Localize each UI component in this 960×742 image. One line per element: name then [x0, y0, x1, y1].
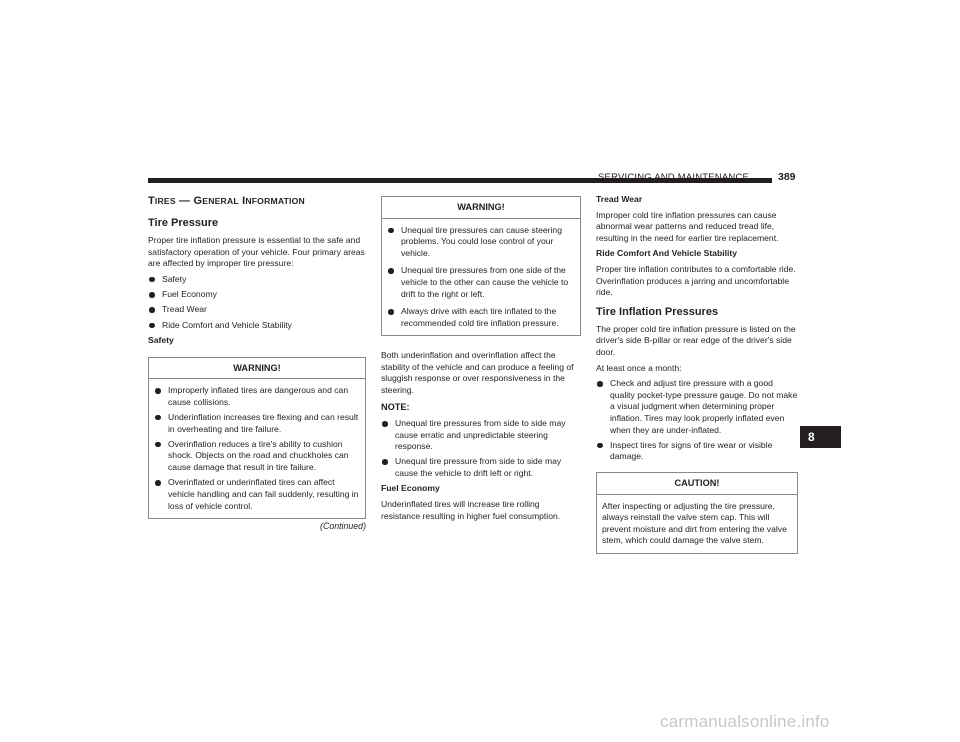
caution-title: CAUTION!	[597, 473, 797, 495]
list-item: Overinflation reduces a tire's ability to cushion shock. Objects on the road and chuckholes can cause damage that result in tire failure.	[154, 439, 360, 474]
fuel-economy-label: Fuel Economy	[381, 483, 440, 494]
continued-label: (Continued)	[320, 520, 366, 531]
tread-wear-label: Tread Wear	[596, 194, 643, 204]
inflation-pressures-heading: Tire Inflation Pressures	[596, 305, 719, 318]
bullet-icon	[155, 388, 161, 394]
bullet-icon	[388, 268, 394, 274]
list-item: Safety	[148, 274, 366, 286]
bullet-icon	[149, 277, 155, 283]
note-label: NOTE:	[381, 402, 410, 413]
page-number: 389	[778, 171, 796, 183]
list-item: Underinflation increases tire flexing and can result in overheating and tire failure.	[154, 412, 360, 435]
ride-comfort-label: Ride Comfort And Vehicle Stability	[596, 248, 738, 259]
ride-comfort-text: Proper tire inflation contributes to a comfortable ride. Overinflation produces a jarring and uncomfortable ride.	[596, 263, 796, 298]
list-item: Unequal tire pressures from side to side may cause erratic and unpredictable steering response.	[381, 418, 581, 453]
tire-pressure-intro: Proper tire inflation pressure is essential to the safe and satisfactory operation of your vehicle. Four primary areas are affected by improper tire pressure:	[148, 235, 365, 269]
bullet-icon	[149, 323, 155, 329]
bullet-icon	[149, 292, 155, 298]
warning-list	[154, 385, 360, 512]
warning-box-2	[381, 196, 581, 336]
safety-label: Safety	[148, 334, 174, 345]
bullet-icon	[155, 480, 161, 486]
list-item: Check and adjust tire pressure with a good quality pocket-type pressure gauge. Do not make a visual judgment when determining proper inflation. Tires may look properly inflated even when they are under-inflated.	[596, 378, 798, 436]
monthly-text: At least once a month:	[596, 362, 682, 373]
list-item: Inspect tires for signs of tire wear or visible damage.	[596, 440, 798, 463]
column-1	[148, 194, 366, 532]
list-item: Unequal tire pressure from side to side may cause the vehicle to drift left or right.	[381, 456, 581, 479]
warning-box-1	[148, 357, 366, 519]
bullet-icon	[597, 443, 603, 449]
running-header-title: SERVICING AND MAINTENANCE	[598, 172, 750, 183]
chapter-tab: 8	[800, 426, 841, 448]
warning-list	[387, 225, 575, 330]
list-item: Overinflated or underinflated tires can affect vehicle handling and can fail suddenly, resulting in loss of vehicle control.	[154, 477, 360, 512]
warning-title: WARNING!	[382, 197, 580, 219]
list-item: Tread Wear	[148, 304, 366, 316]
list-item: Improperly inflated tires are dangerous and can cause collisions.	[154, 385, 360, 408]
list-item: Ride Comfort and Vehicle Stability	[148, 320, 366, 332]
column-2	[381, 193, 581, 526]
caution-text: After inspecting or adjusting the tire pressure, always reinstall the valve stem cap. This will prevent moisture and dirt from entering the valve stem, which could damage the valve stem.	[602, 500, 787, 546]
list-item: Unequal tire pressures from one side of the vehicle to the other can cause the vehicle to drift to the right or left.	[387, 265, 575, 300]
tire-pressure-heading: Tire Pressure	[148, 217, 219, 229]
bullet-icon	[382, 421, 388, 427]
bullet-icon	[597, 381, 603, 387]
bullet-icon	[155, 415, 161, 421]
bullet-icon	[382, 459, 388, 465]
list-item: Always drive with each tire inflated to the recommended cold tire inflation pressure.	[387, 306, 575, 329]
note-list	[381, 418, 581, 480]
monthly-list	[596, 378, 798, 463]
fuel-economy-text: Underinflated tires will increase tire rolling resistance resulting in higher fuel consumption.	[381, 498, 561, 521]
bullet-icon	[388, 309, 394, 315]
section-title: TIRES — GENERAL INFORMATION	[148, 195, 305, 207]
tread-wear-text: Improper cold tire inflation pressures can cause abnormal wear patterns and reduced tread life, resulting in the need for earlier tire replacement.	[596, 209, 779, 243]
list-item: Fuel Economy	[148, 289, 366, 301]
caution-box	[596, 472, 798, 554]
bullet-icon	[155, 442, 161, 448]
bullet-icon	[149, 307, 155, 313]
bullet-icon	[388, 228, 394, 234]
warning-title: WARNING!	[149, 358, 365, 380]
watermark-text: carmanualsonline.info	[660, 712, 830, 731]
affected-areas-list	[148, 274, 366, 331]
inflation-pressures-text: The proper cold tire inflation pressure is listed on the driver's side B-pillar or rear edge of the driver's side door.	[596, 323, 796, 357]
stability-paragraph: Both underinflation and overinflation affect the stability of the vehicle and can produce a feeling of sluggish response or over responsiveness in the steering.	[381, 350, 574, 395]
column-3	[596, 194, 798, 554]
list-item: Unequal tire pressures can cause steering problems. You could lose control of your vehicle.	[387, 225, 575, 260]
